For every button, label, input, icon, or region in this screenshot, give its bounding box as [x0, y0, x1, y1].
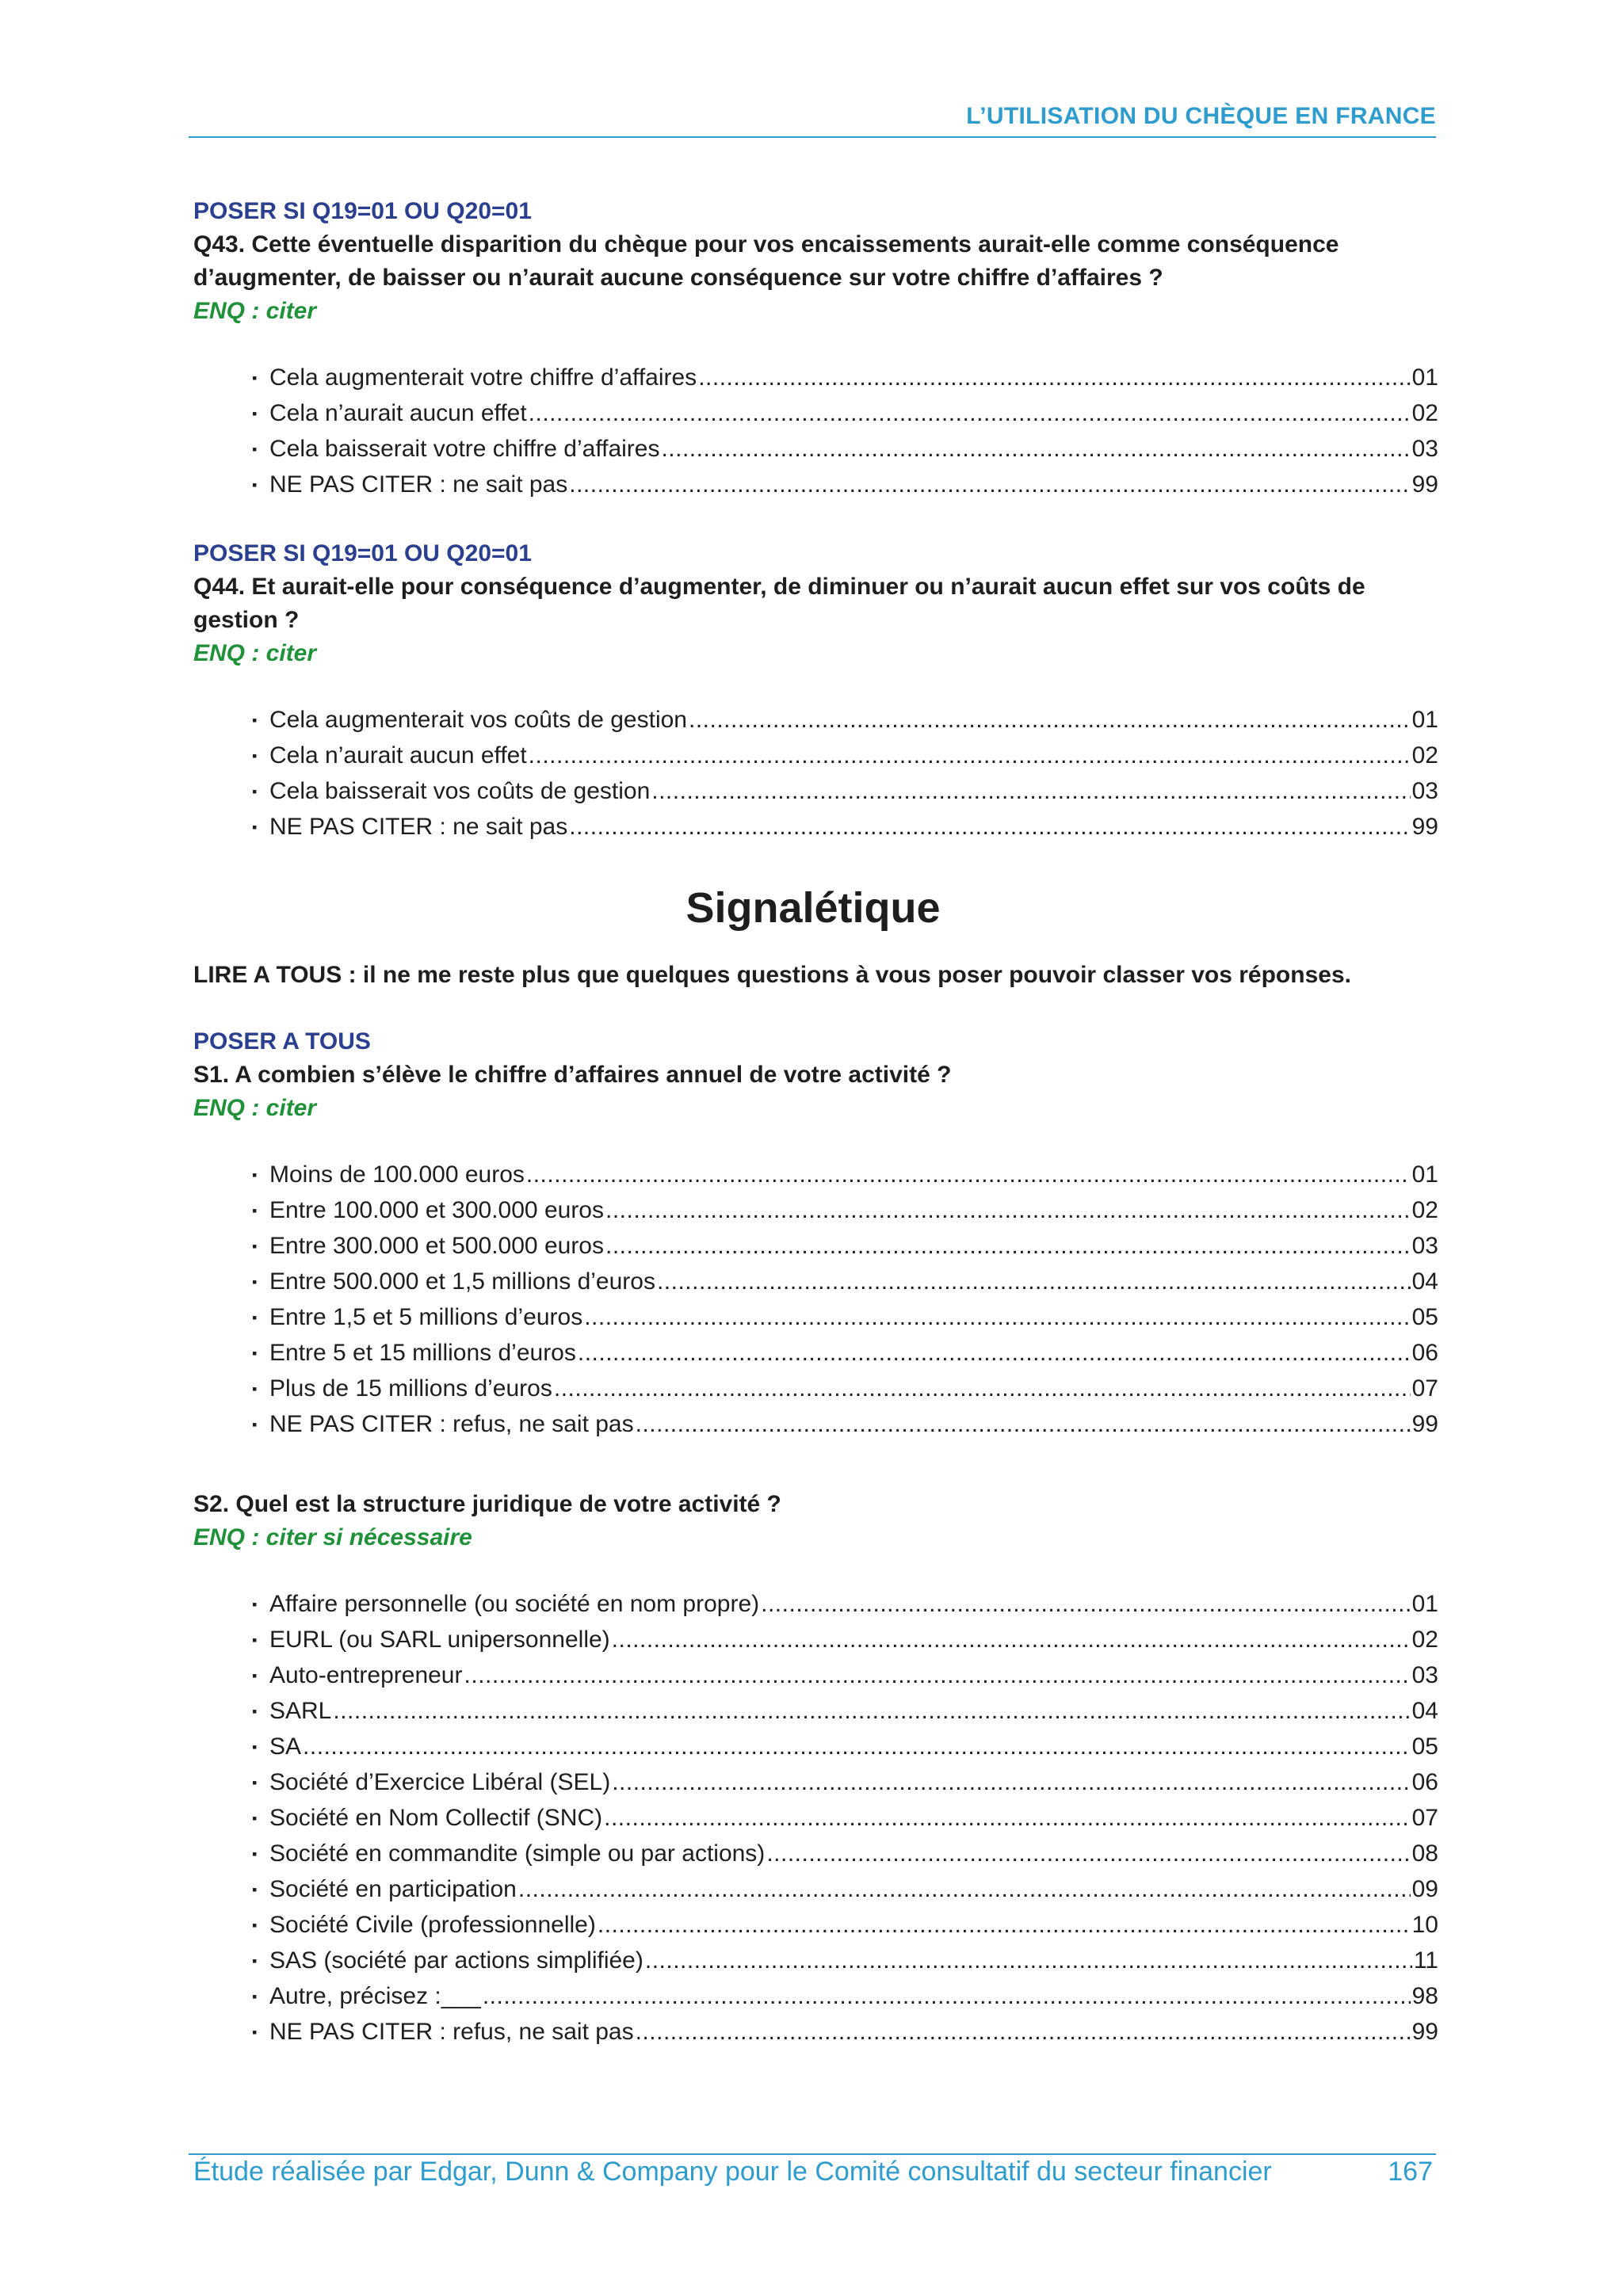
dot-leader [689, 704, 1411, 737]
dot-leader [303, 1730, 1411, 1764]
answer-code: 05 [1411, 1733, 1438, 1760]
bullet-icon: ▪ [252, 1203, 258, 1219]
answer-label: Société en participation [269, 1876, 517, 1902]
answer-code: 99 [1411, 814, 1438, 840]
answer-label: Moins de 100.000 euros [269, 1161, 525, 1188]
answer-option [252, 1588, 1438, 1623]
answer-option [252, 1265, 1438, 1301]
page-number: 167 [1388, 2157, 1433, 2187]
answer-label: Société en commandite (simple ou par actions) [269, 1840, 766, 1867]
answer-code: 06 [1411, 1340, 1438, 1366]
answer-label: NE PAS CITER : ne sait pas [269, 471, 568, 498]
interviewer-instruction: ENQ : citer [193, 640, 317, 666]
answer-label: Autre, précisez :___ [269, 1983, 481, 2009]
answer-code: 06 [1411, 1769, 1438, 1795]
answer-option [252, 1695, 1438, 1730]
bullet-icon: ▪ [252, 1953, 258, 1969]
answer-label: Entre 100.000 et 300.000 euros [269, 1197, 604, 1223]
dot-leader [636, 2016, 1411, 2049]
answer-label: Plus de 15 millions d’euros [269, 1375, 552, 1402]
dot-leader [584, 1301, 1410, 1334]
bullet-icon: ▪ [252, 477, 258, 493]
dot-leader [518, 1873, 1411, 1906]
answer-code: 08 [1411, 1840, 1438, 1867]
answer-code: 99 [1411, 471, 1438, 498]
answer-code: 03 [1411, 1662, 1438, 1688]
answer-code: 99 [1411, 1411, 1438, 1437]
answer-label: Cela n’aurait aucun effet [269, 742, 527, 769]
bullet-icon: ▪ [252, 1846, 258, 1862]
dot-leader [464, 1659, 1411, 1692]
answer-list [252, 1158, 1438, 1444]
answer-code: 03 [1411, 1233, 1438, 1259]
answer-option [252, 1802, 1438, 1837]
answer-label: Entre 300.000 et 500.000 euros [269, 1233, 604, 1259]
answer-code: 11 [1413, 1947, 1438, 1974]
answer-label: NE PAS CITER : refus, ne sait pas [269, 1411, 634, 1437]
dot-leader [529, 397, 1411, 430]
answer-option [252, 1301, 1438, 1337]
answer-label: Cela augmenterait vos coûts de gestion [269, 707, 687, 733]
dot-leader [645, 1944, 1412, 1978]
bullet-icon: ▪ [252, 1739, 258, 1755]
answer-label: Cela baisserait votre chiffre d’affaires [269, 436, 660, 462]
filter-instruction: POSER A TOUS [193, 1028, 371, 1055]
answer-option [252, 397, 1438, 433]
dot-leader [612, 1623, 1411, 1657]
footer-credit: Étude réalisée par Edgar, Dunn & Company pour le Comité consultatif du secteur financier [193, 2157, 1272, 2187]
answer-code: 02 [1411, 1197, 1438, 1223]
answer-code: 07 [1411, 1375, 1438, 1402]
dot-leader [657, 1265, 1411, 1299]
header-rule [189, 136, 1436, 138]
answer-code: 01 [1411, 364, 1438, 391]
dot-leader [612, 1766, 1410, 1799]
bullet-icon: ▪ [252, 2024, 258, 2040]
bullet-icon: ▪ [252, 406, 258, 421]
answer-option [252, 1230, 1438, 1265]
answer-option [252, 1194, 1438, 1230]
question-block-q44 [193, 537, 1438, 846]
question-text: S1. A combien s’élève le chiffre d’affaires annuel de votre activité ? [193, 1062, 952, 1088]
answer-label: NE PAS CITER : ne sait pas [269, 814, 568, 840]
bullet-icon: ▪ [252, 819, 258, 835]
answer-code: 01 [1411, 707, 1438, 733]
answer-option [252, 361, 1438, 397]
answer-option [252, 739, 1438, 775]
dot-leader [761, 1588, 1410, 1621]
answer-label: SARL [269, 1698, 332, 1724]
answer-label: Affaire personnelle (ou société en nom propre) [269, 1591, 760, 1617]
filter-instruction: POSER SI Q19=01 OU Q20=01 [193, 198, 532, 224]
filter-instruction: POSER SI Q19=01 OU Q20=01 [193, 540, 532, 566]
bullet-icon: ▪ [252, 1989, 258, 2004]
bullet-icon: ▪ [252, 1310, 258, 1325]
answer-option [252, 1337, 1438, 1372]
dot-leader [636, 1408, 1411, 1441]
dot-leader [554, 1372, 1411, 1405]
question-text: Q43. Cette éventuelle disparition du chèque pour vos encaissements aurait-elle comme conséquence d’augmenter, de baisser ou n’aurait aucune conséquence sur votre chiffre d’affaires ? [193, 231, 1339, 291]
bullet-icon: ▪ [252, 1917, 258, 1933]
answer-label: EURL (ou SARL unipersonnelle) [269, 1627, 610, 1653]
dot-leader [578, 1337, 1411, 1370]
bullet-icon: ▪ [252, 1775, 258, 1791]
question-block-s2 [193, 1488, 1438, 2051]
dot-leader [569, 468, 1410, 502]
answer-label: Entre 500.000 et 1,5 millions d’euros [269, 1268, 655, 1295]
answer-option [252, 775, 1438, 810]
bullet-icon: ▪ [252, 1703, 258, 1719]
bullet-icon: ▪ [252, 1632, 258, 1648]
answer-code: 02 [1411, 742, 1438, 769]
answer-code: 01 [1411, 1161, 1438, 1188]
bullet-icon: ▪ [252, 748, 258, 764]
answer-label: Cela baisserait vos coûts de gestion [269, 778, 651, 804]
read-to-all-instruction: LIRE A TOUS : il ne me reste plus que quelques questions à vous poser pouvoir classer vos réponses. [193, 962, 1351, 988]
answer-code: 98 [1411, 1983, 1438, 2009]
dot-leader [661, 433, 1410, 466]
answer-option [252, 2016, 1438, 2051]
interviewer-instruction: ENQ : citer [193, 298, 317, 324]
question-text: Q44. Et aurait-elle pour conséquence d’augmenter, de diminuer ou n’aurait aucun effet sur vos coûts de gestion ? [193, 574, 1365, 633]
answer-option [252, 1944, 1438, 1980]
answer-code: 01 [1411, 1591, 1438, 1617]
bullet-icon: ▪ [252, 370, 258, 386]
answer-code: 07 [1411, 1805, 1438, 1831]
bullet-icon: ▪ [252, 441, 258, 457]
bullet-icon: ▪ [252, 1882, 258, 1897]
answer-code: 09 [1411, 1876, 1438, 1902]
dot-leader [698, 361, 1410, 395]
answer-code: 04 [1411, 1268, 1438, 1295]
bullet-icon: ▪ [252, 1345, 258, 1361]
answer-option [252, 1659, 1438, 1695]
answer-label: Entre 1,5 et 5 millions d’euros [269, 1304, 583, 1330]
answer-label: Cela n’aurait aucun effet [269, 400, 527, 426]
answer-list [252, 1588, 1438, 2051]
bullet-icon: ▪ [252, 1274, 258, 1290]
answer-code: 10 [1411, 1912, 1438, 1938]
answer-code: 02 [1411, 400, 1438, 426]
answer-option [252, 704, 1438, 739]
answer-label: Société en Nom Collectif (SNC) [269, 1805, 603, 1831]
answer-label: Société d’Exercice Libéral (SEL) [269, 1769, 611, 1795]
question-block-s1 [193, 1025, 1438, 1444]
answer-label: SAS (société par actions simplifiée) [269, 1947, 643, 1974]
bullet-icon: ▪ [252, 1668, 258, 1684]
bullet-icon: ▪ [252, 1417, 258, 1432]
question-block-q43 [193, 195, 1438, 504]
answer-option [252, 1372, 1438, 1408]
answer-label: SA [269, 1733, 302, 1760]
bullet-icon: ▪ [252, 1596, 258, 1612]
answer-option [252, 468, 1438, 504]
dot-leader [529, 739, 1411, 772]
running-header: L’UTILISATION DU CHÈQUE EN FRANCE [966, 103, 1436, 129]
bullet-icon: ▪ [252, 1810, 258, 1826]
answer-option [252, 1623, 1438, 1659]
answer-option [252, 1408, 1438, 1444]
answer-code: 04 [1411, 1698, 1438, 1724]
dot-leader [651, 775, 1410, 808]
section-title: Signalétique [685, 884, 941, 932]
question-text: S2. Quel est la structure juridique de votre activité ? [193, 1491, 781, 1517]
dot-leader [526, 1158, 1411, 1192]
dot-leader [604, 1802, 1410, 1835]
answer-option [252, 1730, 1438, 1766]
document-body [193, 195, 1438, 2051]
bullet-icon: ▪ [252, 1381, 258, 1397]
dot-leader [333, 1695, 1410, 1728]
bullet-icon: ▪ [252, 712, 258, 728]
answer-label: Cela augmenterait votre chiffre d’affaires [269, 364, 697, 391]
interviewer-instruction: ENQ : citer [193, 1095, 317, 1121]
bullet-icon: ▪ [252, 1167, 258, 1183]
answer-code: 03 [1411, 778, 1438, 804]
bullet-icon: ▪ [252, 784, 258, 799]
dot-leader [569, 810, 1410, 844]
answer-option [252, 1766, 1438, 1802]
answer-option [252, 433, 1438, 468]
answer-option [252, 1909, 1438, 1944]
answer-code: 05 [1411, 1304, 1438, 1330]
answer-code: 03 [1411, 436, 1438, 462]
answer-option [252, 1837, 1438, 1873]
answer-list [252, 704, 1438, 846]
answer-code: 02 [1411, 1627, 1438, 1653]
answer-label: NE PAS CITER : refus, ne sait pas [269, 2019, 634, 2045]
answer-option [252, 1158, 1438, 1194]
dot-leader [605, 1230, 1411, 1263]
answer-label: Entre 5 et 15 millions d’euros [269, 1340, 576, 1366]
answer-code: 99 [1411, 2019, 1438, 2045]
answer-option [252, 1980, 1438, 2016]
answer-option [252, 810, 1438, 846]
answer-list [252, 361, 1438, 504]
answer-label: Société Civile (professionnelle) [269, 1912, 596, 1938]
dot-leader [483, 1980, 1411, 2013]
footer-rule [189, 2153, 1436, 2155]
bullet-icon: ▪ [252, 1238, 258, 1254]
dot-leader [766, 1837, 1410, 1871]
answer-option [252, 1873, 1438, 1909]
interviewer-instruction: ENQ : citer si nécessaire [193, 1524, 472, 1550]
dot-leader [605, 1194, 1411, 1227]
dot-leader [598, 1909, 1411, 1942]
answer-label: Auto-entrepreneur [269, 1662, 463, 1688]
